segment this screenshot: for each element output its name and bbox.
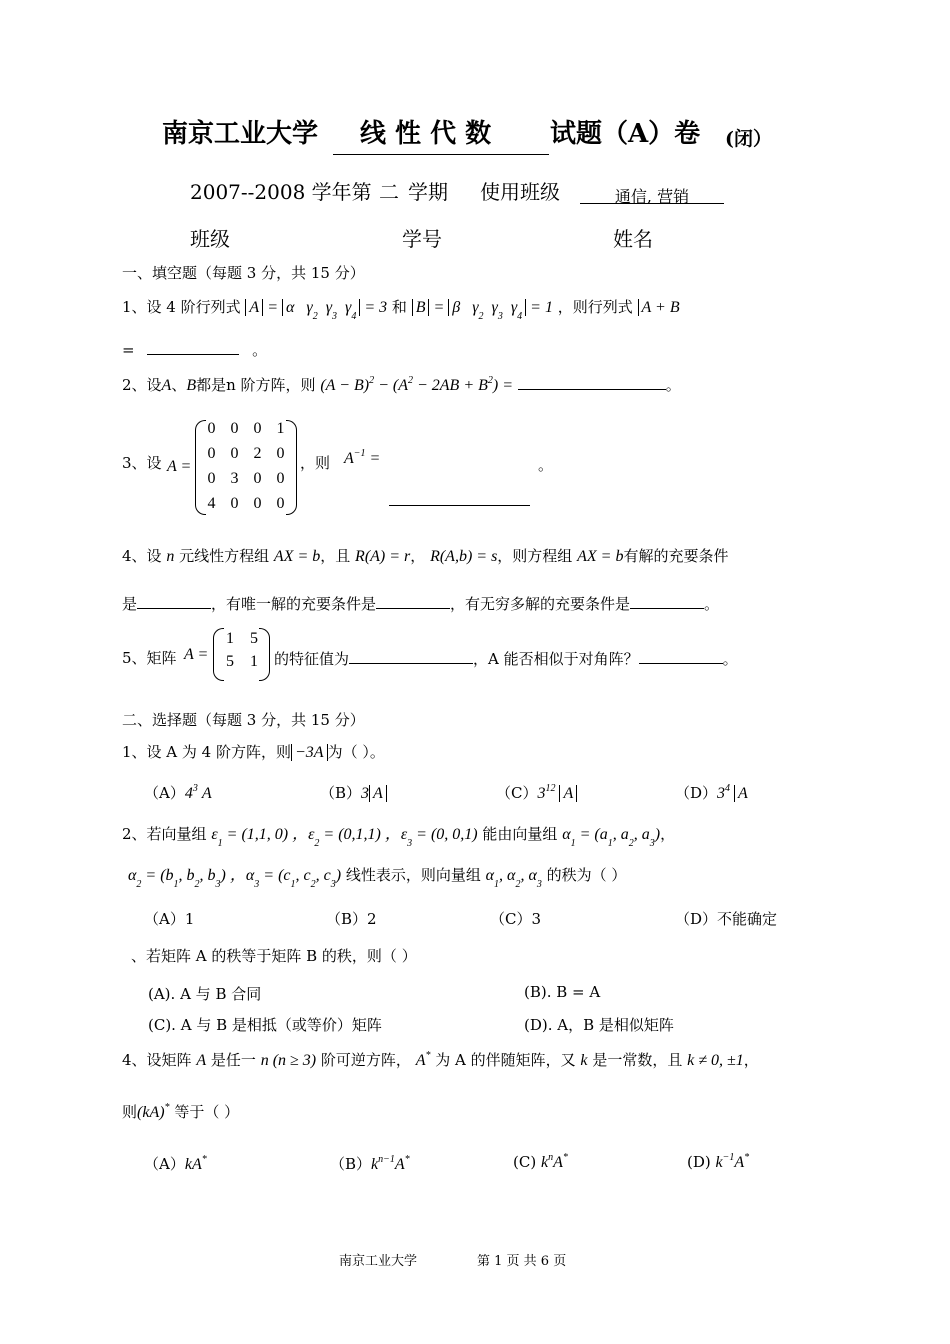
- s1-q4-eq2: AX = b: [577, 548, 624, 565]
- s2-q1-opt-a-label: （A）: [144, 784, 185, 802]
- s1-q5-matrix-cell: 1: [250, 653, 258, 670]
- s2-q2-prefix: 2、若向量组: [122, 825, 207, 843]
- s1-q3-matrix-cell: 3: [230, 470, 239, 487]
- s1-q4-prefix: 4、设: [122, 547, 162, 565]
- field-id: 学号: [402, 227, 442, 251]
- s2-q4-text-d: 是一常数，且: [592, 1051, 683, 1069]
- s2-q1-det: −3A: [291, 744, 328, 761]
- s2-q1-text: 1、设 A 为 4 阶方阵，则: [122, 743, 291, 761]
- s2-q4-line2-tail: 等于（ ）: [174, 1103, 240, 1121]
- s1-q3-matrix-cell: 0: [207, 445, 216, 462]
- s2-q2-alpha23: $\alpha_2 = (b_1$, $b_2$, $b_3$) ，$\alpha_3 = (c_1$, $c_2$, $c_3$): [128, 867, 342, 890]
- s2-q1-opt-c-label: （C）: [496, 784, 538, 802]
- s2-q1-opt-b[interactable]: （B）3 A: [320, 782, 387, 803]
- s2-q3-opt-b[interactable]: (B). B = A: [524, 983, 601, 1001]
- s1-q4-end: 。: [704, 595, 720, 613]
- s2-q3-opt-a[interactable]: (A). A 与 B 合同: [148, 985, 262, 1003]
- s2-q4-opt-b[interactable]: $(B)k^{n-1}A^*$: [330, 1154, 410, 1173]
- s1-q1: [122, 296, 680, 322]
- s1-q5-rparen: [259, 628, 270, 681]
- s1-q1-det-b: B = β $\gamma_2$ $\gamma_3$ $\gamma_4 = 1$: [412, 299, 553, 316]
- s1-q4-text3: ，则方程组: [497, 547, 573, 565]
- s1-q3-end: 。: [538, 456, 554, 474]
- s1-q4-line2a: 是: [122, 595, 138, 613]
- s1-q2-b: B: [186, 377, 197, 394]
- s1-q4-text2: ，且: [320, 547, 351, 565]
- s2-q4-opt-b-label: （B）: [330, 1155, 372, 1173]
- s2-q1-opt-a[interactable]: $(A)4^3$ A: [144, 783, 212, 802]
- s1-q3-matrix-cell: 1: [276, 420, 285, 437]
- s2-q2-alpha1: $\alpha_1 = (a_1$, $a_2$, $a_3$): [562, 826, 661, 849]
- s1-q5-blank2[interactable]: [639, 647, 723, 664]
- s1-q3-matrix-cell: 0: [253, 420, 262, 437]
- s1-q2-end: 。: [665, 376, 681, 394]
- s1-q5-end: 。: [722, 650, 738, 668]
- s1-q2: 2、设A、B都是n 阶方阵，则 $(A - B)^2 - (A^2 - 2AB + B^2)$ = 。: [122, 375, 681, 394]
- s1-q1-prefix: 1、设 4 阶行列式: [122, 298, 241, 316]
- s2-q2-opt-c[interactable]: （C）3: [490, 910, 542, 928]
- s2-q4-opt-a-label: （A）: [144, 1155, 185, 1173]
- s2-q3-opt-d[interactable]: (D). A，B 是相似矩阵: [524, 1016, 674, 1034]
- s2-q4-astar: A*: [415, 1050, 431, 1069]
- s1-q3-mid: ，则: [300, 454, 331, 472]
- s1-q3-matrix: [200, 420, 292, 513]
- s1-q3-inverse: $A^{-1}$ =: [344, 448, 381, 467]
- s1-q3-matrix-cell: 0: [253, 470, 262, 487]
- s1-q5-mid: 的特征值为: [274, 650, 350, 668]
- s2-q1-opt-c[interactable]: $(C)3^{12}$ A: [496, 782, 577, 803]
- s1-q5-mid2: ，A 能否相似于对角阵？: [473, 650, 639, 668]
- s1-q4-rank2: R(A,b) = s: [430, 548, 498, 565]
- exam-school: 南京工业大学: [162, 119, 319, 149]
- s1-q3-matrix-cell: 0: [276, 445, 285, 462]
- s2-q2-alphas: $\alpha_1$, $\alpha_2$, $\alpha_3$: [485, 867, 542, 890]
- s1-q1-line2: [122, 338, 267, 360]
- s1-q4-text4: 有解的充要条件: [623, 547, 729, 565]
- s2-q4-line2: [122, 1101, 239, 1122]
- s1-q1-det-a: A = α $\gamma_2$ $\gamma_3$ $\gamma_4 = 3$: [245, 299, 387, 316]
- class-label: 使用班级: [480, 180, 560, 204]
- s2-q1-opt-d[interactable]: $(D)3^4$ A: [675, 783, 748, 802]
- s2-q3-opt-c[interactable]: (C). A 与 B 是相抵（或等价）矩阵: [148, 1016, 382, 1034]
- s2-q4-opt-c-label: (C): [513, 1153, 537, 1171]
- s2-q2-opt-d[interactable]: （D）不能确定: [675, 910, 778, 928]
- s1-q4-blank1[interactable]: [137, 592, 211, 609]
- s2-q4-opt-d-label: (D): [687, 1153, 711, 1171]
- s1-q3-matrix-cell: 0: [253, 495, 262, 512]
- s1-q5-line: [274, 647, 738, 669]
- s2-q2-opt-b[interactable]: （B）2: [326, 910, 377, 928]
- s1-q5-prefix: 5、矩阵: [122, 649, 177, 667]
- s1-q3-matrix-cell: 0: [207, 420, 216, 437]
- s1-q4-line2c: ，有无穷多解的充要条件是: [450, 595, 631, 613]
- s1-q3-matrix-cell: 0: [230, 445, 239, 462]
- section2-heading: 二、选择题（每题 3 分，共 15 分）: [122, 711, 365, 729]
- s1-q4-blank2[interactable]: [376, 592, 450, 609]
- s1-q2-prefix: 2、设: [122, 376, 162, 394]
- s1-q2-expr: $(A - B)^2 - (A^2 - 2AB + B^2)$ =: [320, 375, 514, 394]
- s1-q1-end: 。: [252, 341, 268, 359]
- s2-q1: [122, 741, 385, 762]
- s1-q5-blank1[interactable]: [349, 647, 473, 664]
- s2-q4-text-c: 为 A 的伴随矩阵，又: [435, 1051, 576, 1069]
- s2-q2-line2: [128, 862, 627, 890]
- s2-q2-line2-text: 线性表示，则向量组: [345, 866, 481, 884]
- exam-title: 试题（A）卷: [550, 119, 701, 149]
- s2-q4-opt-c[interactable]: (C) $k^nA^*$: [513, 1152, 568, 1171]
- s1-q4-text1: 元线性方程组: [179, 547, 270, 565]
- s2-q4-line2-text: 则: [122, 1103, 138, 1121]
- s1-q5-matrix-cell: 5: [226, 653, 234, 670]
- s1-q5-matrix-cell: 1: [226, 630, 234, 647]
- footer-page: 第 1 页 共 6 页: [477, 1254, 567, 1269]
- s1-q4-rank1: R(A) = r: [355, 548, 411, 565]
- s1-q2-ab: A: [161, 377, 172, 394]
- term-label: 2007--2008 学年第: [190, 180, 372, 204]
- s1-q3-matrix-cell: 0: [230, 420, 239, 437]
- s1-q5-a-eq: A =: [184, 646, 209, 663]
- s1-q4-blank3[interactable]: [630, 592, 704, 609]
- s1-q3-a-eq: A =: [167, 458, 192, 475]
- s2-q4-opt-a[interactable]: （A）kA*: [144, 1154, 207, 1173]
- s2-q2-mid: 能由向量组: [482, 825, 558, 843]
- s1-q2-blank[interactable]: [518, 373, 666, 390]
- section1-heading: 一、填空题（每题 3 分，共 15 分）: [122, 264, 365, 282]
- s1-q1-suffix: ，则行列式: [557, 298, 633, 316]
- field-name: 姓名: [613, 227, 653, 251]
- s1-q1-mid: 和: [391, 298, 407, 316]
- s1-q2-mid: 都是n 阶方阵，则: [196, 376, 316, 394]
- s1-q3-matrix-cell: 2: [253, 445, 262, 462]
- s2-q4-text-a: 是任一: [210, 1051, 256, 1069]
- s2-q2-tail: 的秩为（ ）: [546, 866, 627, 884]
- s2-q4-prefix: 4、设矩阵: [122, 1051, 192, 1069]
- s2-q1-opt-b-label: （B）: [320, 784, 362, 802]
- s1-q3-matrix-cell: 0: [276, 495, 285, 512]
- s2-q2-vectors-e: $\varepsilon_1 = (1,1$, 0) ，$\varepsilon_2 = (0,1,1)$ ，$\varepsilon_3 = (0$, 0,1): [211, 826, 478, 849]
- s2-q4: 4、设矩阵 A 是任一 n (n ≥ 3) 阶可逆方阵， A* 为 A 的伴随矩阵，又 k 是一常数，且 k ≠ 0, ±1，: [122, 1050, 759, 1069]
- s2-q2-opt-a[interactable]: （A）1: [144, 910, 195, 928]
- s1-q3-matrix-cell: 0: [276, 470, 285, 487]
- s2-q4-k: k: [580, 1052, 588, 1069]
- s2-q4-ka-star: (kA)*: [137, 1102, 170, 1121]
- s1-q4-n: n: [166, 548, 175, 565]
- s2-q4-opt-d[interactable]: (D) $k^{-1}A^*$: [687, 1152, 750, 1171]
- s1-q4-eq1: AX = b: [273, 548, 321, 565]
- s2-q4-text-b: 阶可逆方阵，: [320, 1051, 411, 1069]
- s1-q1-blank[interactable]: [147, 338, 239, 355]
- s2-q4-cond: k ≠ 0, ±1: [687, 1052, 744, 1069]
- s1-q3-matrix-cell: 0: [230, 495, 239, 512]
- s2-q4-a: A: [196, 1052, 207, 1069]
- subject-underline: [333, 154, 549, 155]
- s2-q1-opt-d-label: （D）: [675, 784, 718, 802]
- s1-q4: 4、设 n 元线性方程组 AX = b，且 R(A) = r， R(A,b) = s，则方程组 AX = b有解的充要条件: [122, 547, 729, 565]
- s1-q3-blank[interactable]: [389, 505, 530, 506]
- s2-q3: 、若矩阵 A 的秩等于矩阵 B 的秩，则（ ）: [131, 947, 417, 965]
- s2-q1-tail: 为（ ）。: [327, 743, 385, 761]
- s1-q3-rparen: [286, 420, 297, 515]
- semester-label: 学期: [408, 180, 448, 204]
- s1-q5-matrix-cell: 5: [250, 630, 258, 647]
- classes-value: [580, 184, 724, 204]
- classes-text: 通信, 营销: [614, 187, 690, 206]
- s1-q3-matrix-cell: 4: [207, 495, 216, 512]
- exam-subject: 线 性 代 数: [360, 119, 492, 149]
- s2-q2: 2、若向量组 $\varepsilon_1 = (1,1$, 0) ，$\varepsilon_2 = (0,1,1)$ ，$\varepsilon_3 = (0$, 0,1) 能由向量组 $\alpha_1 = (a_1$, $a_2$, $a_3$)，: [122, 825, 676, 849]
- s1-q3-matrix-cell: 0: [207, 470, 216, 487]
- s1-q4-line2: [122, 592, 719, 614]
- s1-q1-det-sum: A + B: [638, 299, 680, 316]
- s1-q4-line2b: ，有唯一解的充要条件是: [211, 595, 377, 613]
- s2-q4-n: n (n ≥ 3): [260, 1052, 317, 1069]
- term-number: 二: [379, 180, 399, 204]
- field-class: 班级: [190, 227, 230, 251]
- footer-school: 南京工业大学: [339, 1254, 418, 1269]
- exam-closed: (闭）: [725, 128, 772, 150]
- s1-q1-eq: =: [122, 341, 135, 359]
- s1-q3-prefix: 3、设: [122, 454, 162, 472]
